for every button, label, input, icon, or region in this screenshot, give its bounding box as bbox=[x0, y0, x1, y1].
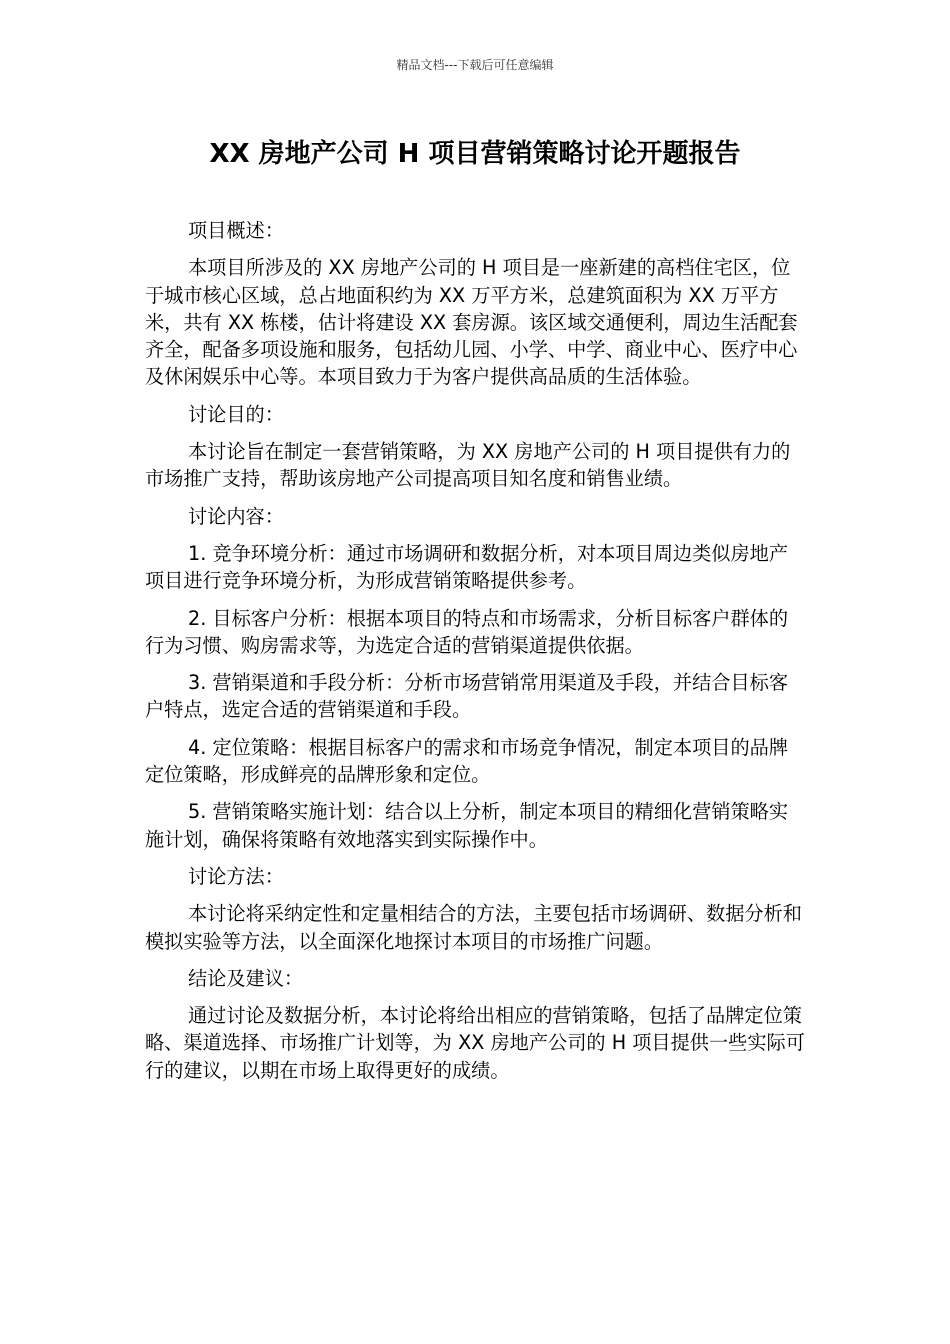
purpose-heading: 讨论目的： bbox=[188, 402, 284, 426]
document-title: XX 房地产公司 H 项目营销策略讨论开题报告 bbox=[209, 139, 741, 169]
content-item-5: 5. 营销策略实施计划：结合以上分析，制定本项目的精细化营销策略实施计划，确保将策略有效地落实到实际操作中。 bbox=[145, 800, 789, 851]
content-heading: 讨论内容： bbox=[188, 504, 284, 528]
content-item-4: 4. 定位策略：根据目标客户的需求和市场竞争情况，制定本项目的品牌定位策略，形成鲜亮的品牌形象和定位。 bbox=[145, 735, 789, 787]
conclusion-heading: 结论及建议： bbox=[188, 966, 304, 990]
purpose-paragraph: 本讨论旨在制定一套营销策略，为 XX 房地产公司的 H 项目提供有力的市场推广支持，帮助该房地产公司提高项目知名度和销售业绩。 bbox=[145, 440, 791, 491]
content-item-1: 1. 竞争环境分析：通过市场调研和数据分析，对本项目周边类似房地产项目进行竞争环境分析，为形成营销策略提供参考。 bbox=[145, 541, 789, 593]
document-body bbox=[145, 217, 807, 1094]
overview-heading: 项目概述： bbox=[188, 219, 284, 242]
method-heading: 讨论方法： bbox=[188, 864, 284, 888]
content-item-3: 3. 营销渠道和手段分析：分析市场营销常用渠道及手段，并结合目标客户特点，选定合适的营销渠道和手段。 bbox=[145, 671, 789, 722]
content-item-2: 2. 目标客户分析：根据本项目的特点和市场需求，分析目标客户群体的行为习惯、购房需求等，为选定合适的营销渠道提供依据。 bbox=[145, 606, 789, 657]
overview-paragraph: 本项目所涉及的 XX 房地产公司的 H 项目是一座新建的高档住宅区，位于城市核心区域，总占地面积约为 XX 万平方米，总建筑面积为 XX 万平方米，共有 XX 栋楼，估计将建设 XX 套房源。该区域交通便利，周边生活配套齐全，配备多项设施和服务，包括幼儿园、小学、中学、商业中心、医疗中心及休闲娱乐中心等。本项目致力于为客户提供高品质的生活体验。 bbox=[145, 256, 798, 389]
header-note: 精品文档---下载后可任意编辑 bbox=[396, 58, 554, 72]
conclusion-paragraph: 通过讨论及数据分析，本讨论将给出相应的营销策略，包括了品牌定位策略、渠道选择、市场推广计划等，为 XX 房地产公司的 H 项目提供一些实际可行的建议，以期在市场上取得更好的成绩。 bbox=[145, 1004, 805, 1082]
method-paragraph: 本讨论将采纳定性和定量相结合的方法，主要包括市场调研、数据分析和模拟实验等方法，以全面深化地探讨本项目的市场推广问题。 bbox=[145, 902, 802, 953]
